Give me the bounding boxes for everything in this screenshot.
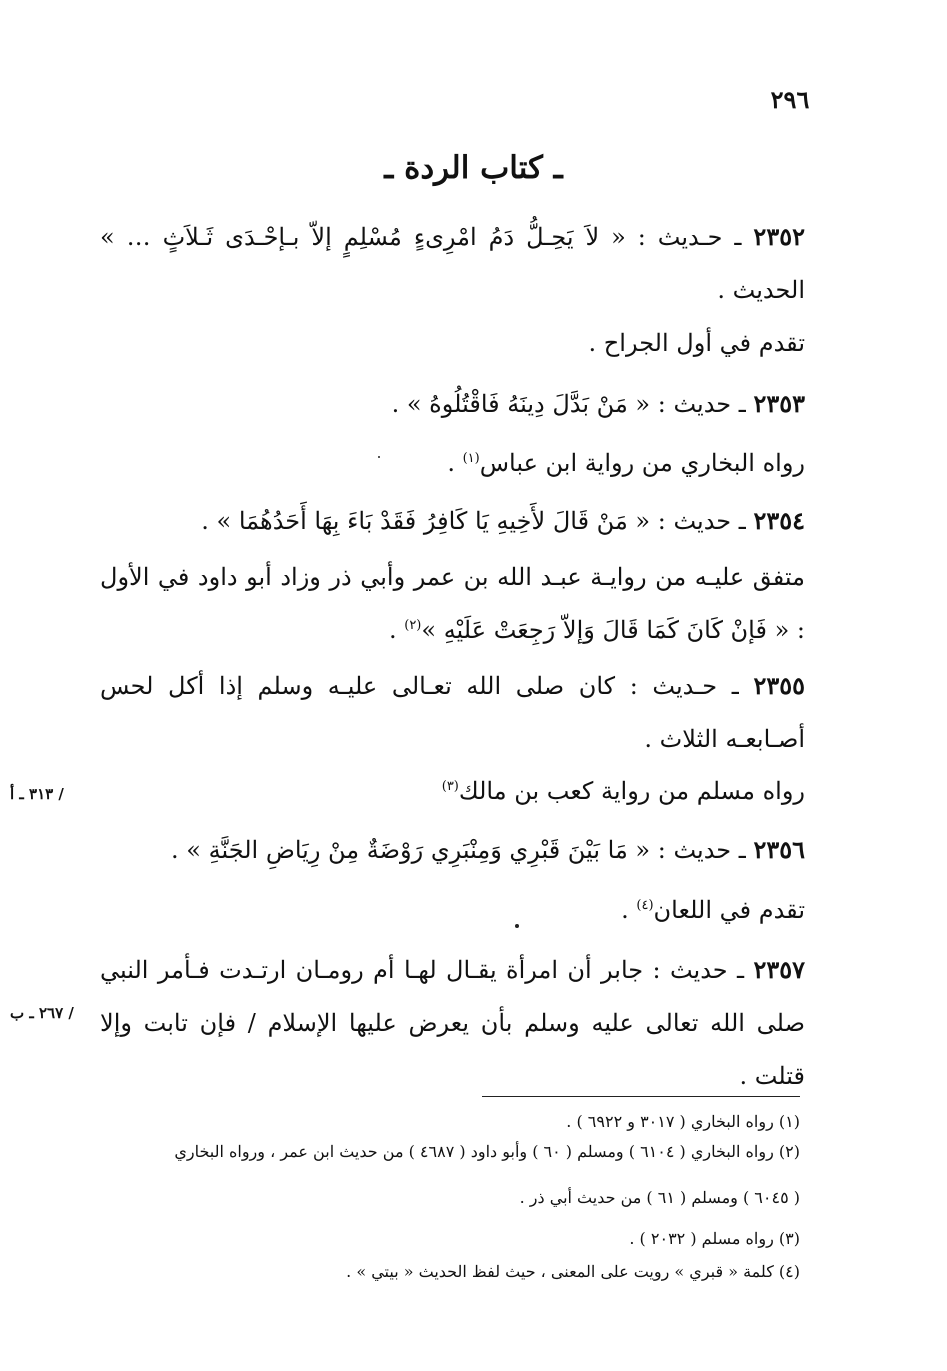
chapter-title: ـ كتاب الردة ـ <box>384 150 563 186</box>
hadith-text: حديث : « مَنْ قَالَ لأَخِيهِ يَا كَافِرُ فَقَدْ بَاءَ بِهَا أَحَدُهُمَا » . <box>201 507 732 535</box>
footnote-2: (٢) رواه البخاري ( ٦١٠٤ ) ومسلم ( ٦٠ ) وأبو داود ( ٤٦٨٧ ) من حديث ابن عمر ، ورواه البخاري <box>174 1142 800 1161</box>
scan-speck <box>378 456 380 458</box>
commentary-line: تقدم في اللعان$^{(٤)}$ . <box>621 896 805 924</box>
footnote-separator <box>482 1096 800 1097</box>
hadith-number: ٢٣٥٧ <box>753 955 805 984</box>
footnote-marker: (١) <box>462 451 480 466</box>
commentary-line: تقدم في أول الجراح . <box>588 329 805 357</box>
hadith-number: ٢٣٥٦ <box>753 835 805 864</box>
hadith-entry-2355: ٢٣٥٥ ـ حـديث : كان صلى الله تعـالى عليـه وسلم إذا أكل لحس أصـابعـه الثلاث . <box>100 671 805 753</box>
hadith-number: ٢٣٥٥ <box>753 671 805 700</box>
hadith-number: ٢٣٥٣ <box>753 389 805 418</box>
footnote-2-continued: ( ٦٠٤٥ ) ومسلم ( ٦١ ) من حديث أبي ذر . <box>519 1188 800 1207</box>
commentary-line: رواه مسلم من رواية كعب بن مالك$^{(٣)}$ <box>441 777 805 805</box>
hadith-text: حديث : « مَنْ بَدَّلَ دِينَهُ فَاقْتُلُوهُ » . <box>391 390 732 418</box>
hadith-text: حديث : « مَا بَيْنَ قَبْرِي وَمِنْبَرِي رَوْضَةٌ مِنْ رِيَاضِ الجَنَّةِ » . <box>171 836 732 864</box>
commentary-line: رواه البخاري من رواية ابن عباس$^{(١)}$ . <box>447 449 805 477</box>
hadith-text: حديث : جابر أن امرأة يقـال لهـا أم رومـان ارتـدت فـأمر النبي صلى الله تعالى عليه وسلم بأن يعرض عليها الإسلام / فإن تابت وإلا قتلت . <box>100 956 805 1090</box>
margin-note: / ٣١٣ ـ أ <box>10 785 64 803</box>
hadith-text: حـديث : « لاَ يَحِـلُّ دَمُ امْرِىءٍ مُسْلِمٍ إلاّ بـإحْـدَى ثَـلاَثٍ … » الحديث . <box>100 223 805 304</box>
footnote-3: (٣) رواه مسلم ( ٢٠٣٢ ) . <box>629 1229 800 1248</box>
footnote-1: (١) رواه البخاري ( ٣٠١٧ و ٦٩٢٢ ) . <box>566 1112 800 1131</box>
footnote-marker: (٣) <box>441 779 459 794</box>
hadith-entry-2354: ٢٣٥٤ ـ حديث : « مَنْ قَالَ لأَخِيهِ يَا كَافِرُ فَقَدْ بَاءَ بِهَا أَحَدُهُمَا » . <box>201 506 805 535</box>
page-number: ٢٩٦ <box>770 85 810 114</box>
hadith-text: حـديث : كان صلى الله تعـالى عليـه وسلم إذا أكل لحس أصـابعـه الثلاث . <box>100 672 805 753</box>
footnote-marker: (٢) <box>404 618 422 633</box>
hadith-entry-2356: ٢٣٥٦ ـ حديث : « مَا بَيْنَ قَبْرِي وَمِنْبَرِي رَوْضَةٌ مِنْ رِيَاضِ الجَنَّةِ » . <box>171 835 805 864</box>
hadith-entry-2353: ٢٣٥٣ ـ حديث : « مَنْ بَدَّلَ دِينَهُ فَاقْتُلُوهُ » . <box>391 389 805 418</box>
hadith-number: ٢٣٥٢ <box>753 222 805 251</box>
hadith-entry-2352: ٢٣٥٢ ـ حـديث : « لاَ يَحِـلُّ دَمُ امْرِىءٍ مُسْلِمٍ إلاّ بـإحْـدَى ثَـلاَثٍ … » الحديث . <box>100 222 805 304</box>
footnote-marker: (٤) <box>636 898 654 913</box>
commentary-block: متفق عليـه من روايـة عبـد الله بن عمر وأبي ذر وزاد أبو داود في الأول : « فَإنْ كَانَ كَمَا قَالَ وَإلاّ رَجِعَتْ عَلَيْهِ »$^{(٢)}$ . <box>100 563 805 644</box>
hadith-entry-2357: ٢٣٥٧ ـ حديث : جابر أن امرأة يقـال لهـا أم رومـان ارتـدت فـأمر النبي صلى الله تعالى عليه وسلم بأن يعرض عليها الإسلام / فإن تابت وإلا قتلت . <box>100 955 805 1090</box>
hadith-number: ٢٣٥٤ <box>753 506 805 535</box>
margin-note: / ٢٦٧ ـ ب <box>10 1004 74 1022</box>
footnote-4: (٤) كلمة « قبري » رويت على المعنى ، حيث لفظ الحديث « بيتي » . <box>346 1262 800 1281</box>
scan-speck <box>515 924 519 928</box>
